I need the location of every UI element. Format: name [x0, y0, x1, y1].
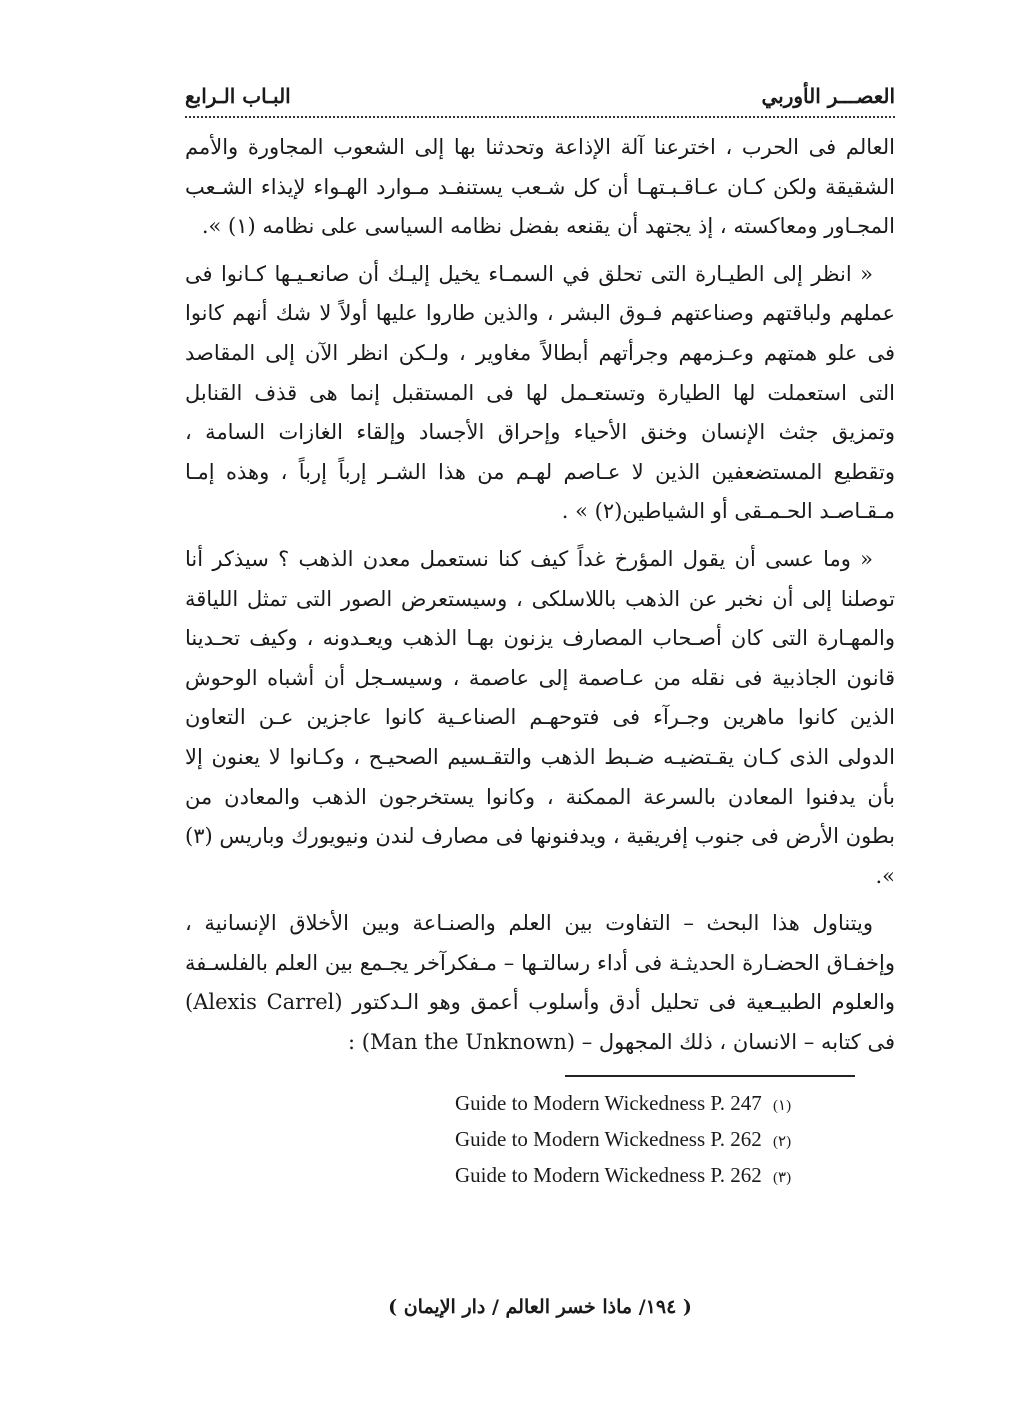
paragraph: ويتناول هذا البحث – التفاوت بين العلم والصنـاعة وبين الأخلاق الإنسانية ، وإخفـاق الحضـارة الحديثـة فى أداء رسالتـها – مـفكرآخر يجـمع بين العلم بالفلسـفة والعلوم الطبيـعية فى تحليل أدق وأسلوب أعمق وهو الـدكتور (Alexis Carrel) فى كتابه – الانسان ، ذلك المجهول – (Man the Unknown) :	[185, 911, 895, 1055]
paragraph: « وما عسى أن يقول المؤرخ غداً كيف كنا نستعمل معدن الذهب ؟ سيذكر أنا توصلنا إلى أن نخبر عن الذهب باللاسلكى ، وسيستعرض الصور التى تمثل اللياقة والمهـارة التى كان أصـحاب المصارف يزنون بهـا الذهب ويعـدونه ، وكيف تحـدينا قانون الجاذبية فى نقله من عـاصمة إلى عاصمة ، وسيسـجل أن أشباه الوحوش الذين كانوا ماهرين وجـرآء فى فتوحهـم الصناعـية كانوا عاجزين عـن التعاون الدولى الذى كـان يقـتضيـه ضـبط الذهب والتقـسيم الصحيـح ، وكـانوا لا يعنون إلا بأن يدفنوا المعادن بالسرعة الممكنة ، وكانوا يستخرجون الذهب والمعادن من بطون الأرض فى جنوب إفريقية ، ويدفنونها فى مصارف لندن ونيويورك وباريس (٣) ».	[185, 546, 895, 888]
header-section-title: العصـــر الأوربي	[761, 84, 895, 108]
paragraph: « انظر إلى الطيـارة التى تحلق في السمـاء يخيل إليـك أن صانعـيـها كـانوا فى عملهم ولباقتهم وصناعتهم فـوق البشر ، والذين طاروا عليها أولاً لا شك أنهم كانوا فى علو همتهم وعـزمهم وجرأتهم أبطالاً مغاوير ، ولـكن انظر الآن إلى المقاصد التى استعملت لها الطيارة وتستعـمل لها فى المستقبل إنما هى قذف القنابل وتمزيق جثث الإنسان وخنق الأحياء وإحراق الأجساد وإلقاء الغازات السامة ، وتقطيع المستضعفين الذين لا عـاصم لهـم من هذا الشـر إرباً إرباً ، وهذه إمـا مـقـاصـد الحـمـقى أو الشياطين(٢) » .	[185, 261, 895, 524]
footnote-number: (٢)	[773, 1133, 792, 1150]
running-header	[185, 80, 895, 114]
footnote	[455, 1159, 875, 1195]
footnote-number: (١)	[773, 1097, 792, 1114]
body-text	[185, 128, 895, 1063]
footnote	[455, 1123, 875, 1159]
footnote-text: Guide to Modern Wickedness P. 262	[455, 1126, 762, 1151]
footnote	[455, 1087, 875, 1123]
header-rule	[185, 116, 895, 118]
footnotes	[455, 1087, 875, 1195]
footnote-number: (٣)	[773, 1169, 792, 1186]
header-chapter-title: البـاب الـرابع	[185, 84, 291, 108]
footnote-text: Guide to Modern Wickedness P. 247	[455, 1090, 762, 1115]
book-page	[185, 80, 895, 1380]
page-footer: ( ١٩٤/ ماذا خسر العالم / دار الإيمان )	[388, 1296, 692, 1318]
paragraph: العالم فى الحرب ، اخترعنا آلة الإذاعة وتحدثنا بها إلى الشعوب المجاورة والأمم الشقيقة ولكن كـان عـاقـبـتهـا أن كل شـعب يستنفـد مـوارد الهـواء لإيذاء الشـعب المجـاور ومعاكسته ، إذ يجتهد أن يقنعه بفضل نظامه السياسى على نظامه (١) ».	[185, 135, 895, 239]
footnote-rule	[565, 1075, 855, 1077]
footnote-text: Guide to Modern Wickedness P. 262	[455, 1162, 762, 1187]
